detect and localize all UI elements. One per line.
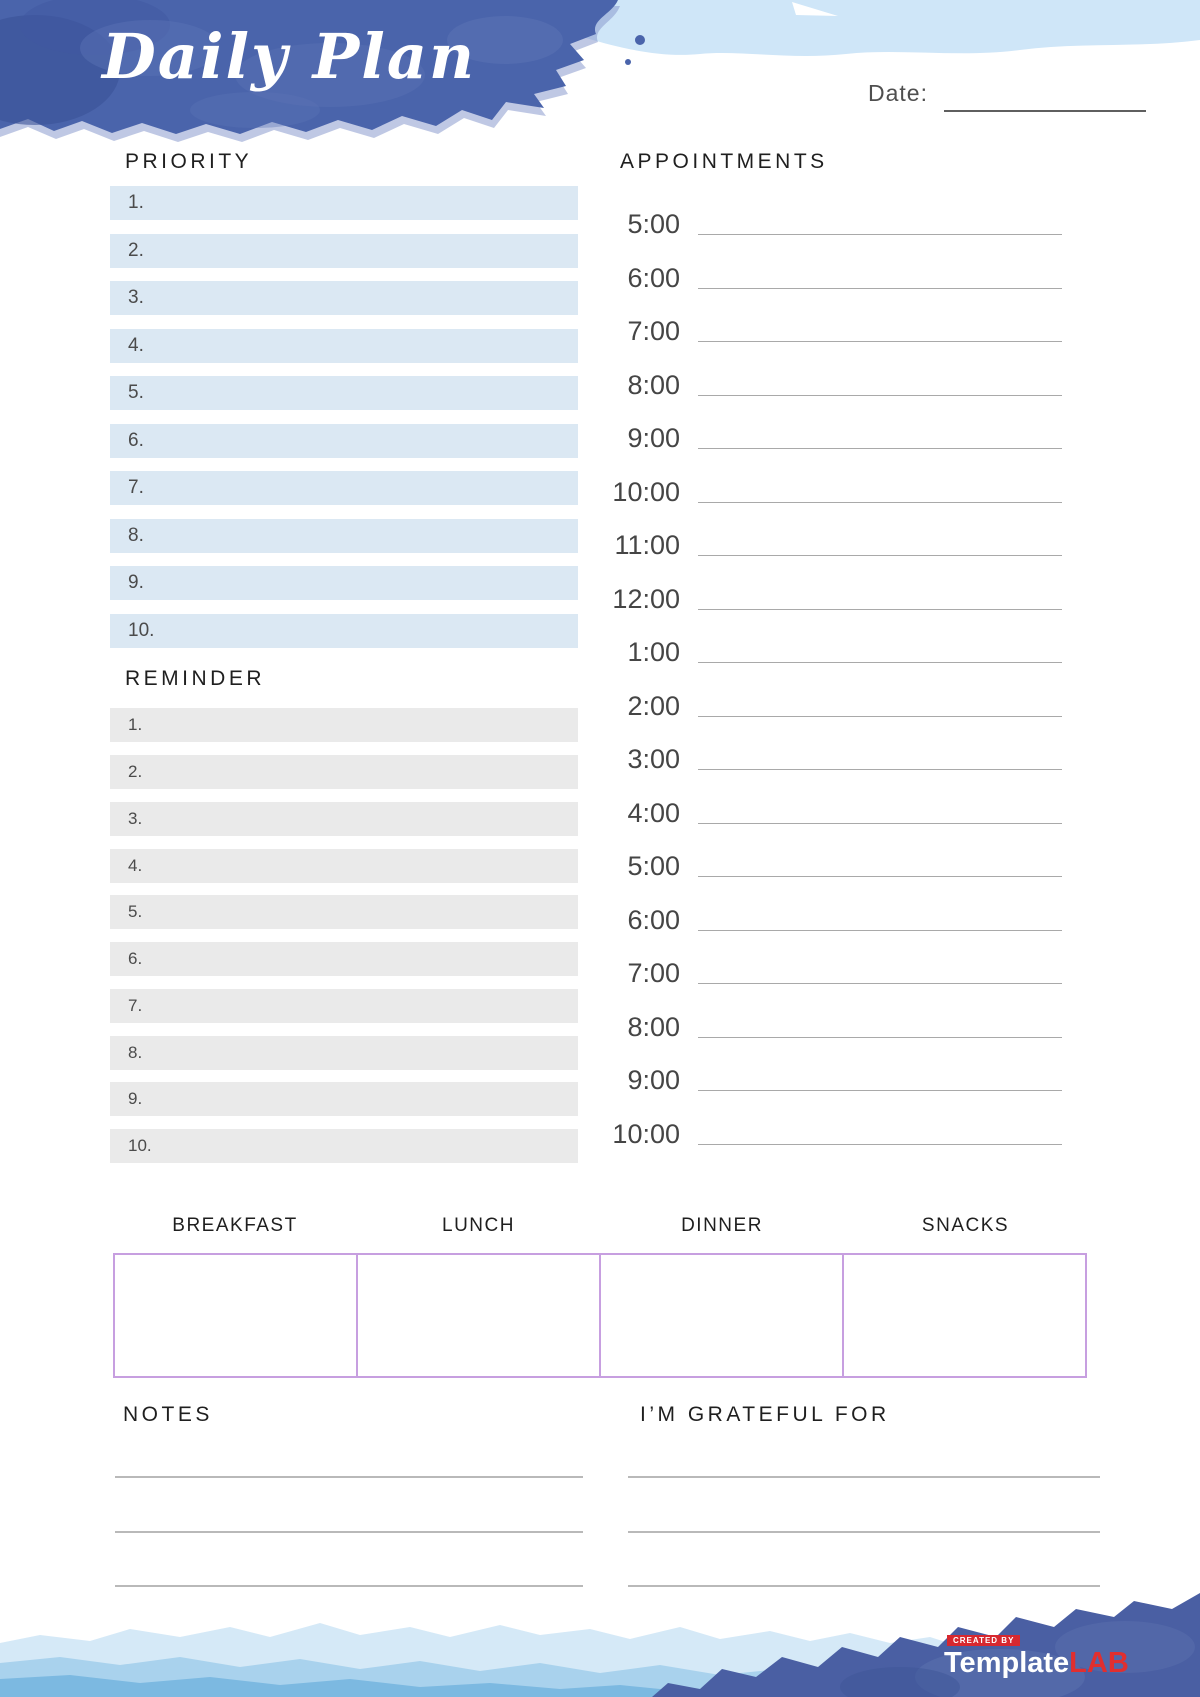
templatelab-logo <box>944 1630 1129 1679</box>
priority-row[interactable]: 10. <box>110 614 578 648</box>
reminder-row[interactable]: 1. <box>110 708 578 742</box>
appointment-time: 5:00 <box>627 851 680 881</box>
appointment-row <box>560 577 1062 613</box>
appointment-time: 9:00 <box>627 423 680 453</box>
reminder-row[interactable]: 8. <box>110 1036 578 1070</box>
reminder-row[interactable]: 6. <box>110 942 578 976</box>
notes-heading: NOTES <box>123 1403 213 1426</box>
appointment-line[interactable] <box>698 609 1062 610</box>
priority-row[interactable]: 8. <box>110 519 578 553</box>
appointment-time: 1:00 <box>627 637 680 667</box>
appointment-row <box>560 256 1062 292</box>
appointment-row <box>560 363 1062 399</box>
priority-row[interactable]: 4. <box>110 329 578 363</box>
appointment-line[interactable] <box>698 769 1062 770</box>
meal-label-lunch: LUNCH <box>442 1215 515 1236</box>
appointment-line[interactable] <box>698 1090 1062 1091</box>
appointment-time: 6:00 <box>627 263 680 293</box>
appointment-line[interactable] <box>698 1144 1062 1145</box>
appointment-row <box>560 737 1062 773</box>
appointment-time: 8:00 <box>627 1012 680 1042</box>
appointment-time: 5:00 <box>627 209 680 239</box>
grateful-heading: I’M GRATEFUL FOR <box>640 1403 890 1426</box>
created-by-badge: CREATED BY <box>947 1635 1020 1646</box>
appointment-row <box>560 898 1062 934</box>
reminder-row[interactable]: 5. <box>110 895 578 929</box>
date-line[interactable] <box>944 110 1146 112</box>
meal-label-dinner: DINNER <box>681 1215 763 1236</box>
brand-accent: LAB <box>1069 1647 1129 1679</box>
grateful-line[interactable] <box>628 1476 1100 1478</box>
reminder-row[interactable]: 4. <box>110 849 578 883</box>
appointment-row <box>560 1112 1062 1148</box>
appointment-line[interactable] <box>698 876 1062 877</box>
appointment-row <box>560 470 1062 506</box>
priority-row[interactable]: 7. <box>110 471 578 505</box>
appointment-row <box>560 202 1062 238</box>
appointment-line[interactable] <box>698 448 1062 449</box>
priority-row[interactable]: 5. <box>110 376 578 410</box>
appointment-line[interactable] <box>698 341 1062 342</box>
appointment-time: 4:00 <box>627 798 680 828</box>
appointment-time: 8:00 <box>627 370 680 400</box>
meal-label-breakfast: BREAKFAST <box>172 1215 298 1236</box>
appointment-line[interactable] <box>698 930 1062 931</box>
priority-row[interactable]: 9. <box>110 566 578 600</box>
appointment-time: 10:00 <box>612 477 680 507</box>
appointment-row <box>560 684 1062 720</box>
appointment-row <box>560 309 1062 345</box>
appointment-row <box>560 630 1062 666</box>
appointment-row <box>560 1005 1062 1041</box>
reminder-row[interactable]: 2. <box>110 755 578 789</box>
meal-table <box>113 1253 1087 1378</box>
meal-cell-breakfast[interactable] <box>115 1255 356 1376</box>
appointment-time: 3:00 <box>627 744 680 774</box>
notes-line[interactable] <box>115 1476 583 1478</box>
reminder-row[interactable]: 9. <box>110 1082 578 1116</box>
appointment-line[interactable] <box>698 555 1062 556</box>
appointment-line[interactable] <box>698 288 1062 289</box>
priority-heading: PRIORITY <box>125 150 253 173</box>
meal-cell-snacks[interactable] <box>842 1255 1085 1376</box>
priority-row[interactable]: 2. <box>110 234 578 268</box>
reminder-row[interactable]: 10. <box>110 1129 578 1163</box>
appointment-row <box>560 523 1062 559</box>
meal-label-snacks: SNACKS <box>921 1215 1010 1236</box>
meal-cell-dinner[interactable] <box>599 1255 842 1376</box>
appointment-time: 12:00 <box>612 584 680 614</box>
date-label: Date: <box>868 80 928 106</box>
priority-row[interactable]: 6. <box>110 424 578 458</box>
appointment-line[interactable] <box>698 823 1062 824</box>
appointment-time: 11:00 <box>614 530 680 560</box>
appointment-line[interactable] <box>698 1037 1062 1038</box>
appointment-line[interactable] <box>698 234 1062 235</box>
appointments-heading: APPOINTMENTS <box>620 150 828 173</box>
meal-cell-lunch[interactable] <box>356 1255 599 1376</box>
appointment-row <box>560 1058 1062 1094</box>
appointment-row <box>560 951 1062 987</box>
appointment-time: 2:00 <box>627 691 680 721</box>
appointment-time: 10:00 <box>612 1119 680 1149</box>
appointment-line[interactable] <box>698 395 1062 396</box>
priority-row[interactable]: 3. <box>110 281 578 315</box>
appointment-line[interactable] <box>698 716 1062 717</box>
appointment-time: 9:00 <box>627 1065 680 1095</box>
appointment-row <box>560 791 1062 827</box>
appointment-row <box>560 416 1062 452</box>
appointment-time: 7:00 <box>627 316 680 346</box>
appointment-time: 6:00 <box>627 905 680 935</box>
brand-name: Template <box>944 1647 1070 1679</box>
reminder-row[interactable]: 7. <box>110 989 578 1023</box>
notes-line[interactable] <box>115 1531 583 1533</box>
reminder-heading: REMINDER <box>125 667 266 690</box>
appointment-line[interactable] <box>698 502 1062 503</box>
appointment-line[interactable] <box>698 662 1062 663</box>
page-title: Daily Plan <box>102 20 477 93</box>
grateful-line[interactable] <box>628 1531 1100 1533</box>
priority-row[interactable]: 1. <box>110 186 578 220</box>
reminder-row[interactable]: 3. <box>110 802 578 836</box>
appointment-line[interactable] <box>698 983 1062 984</box>
appointment-time: 7:00 <box>627 958 680 988</box>
appointment-row <box>560 844 1062 880</box>
